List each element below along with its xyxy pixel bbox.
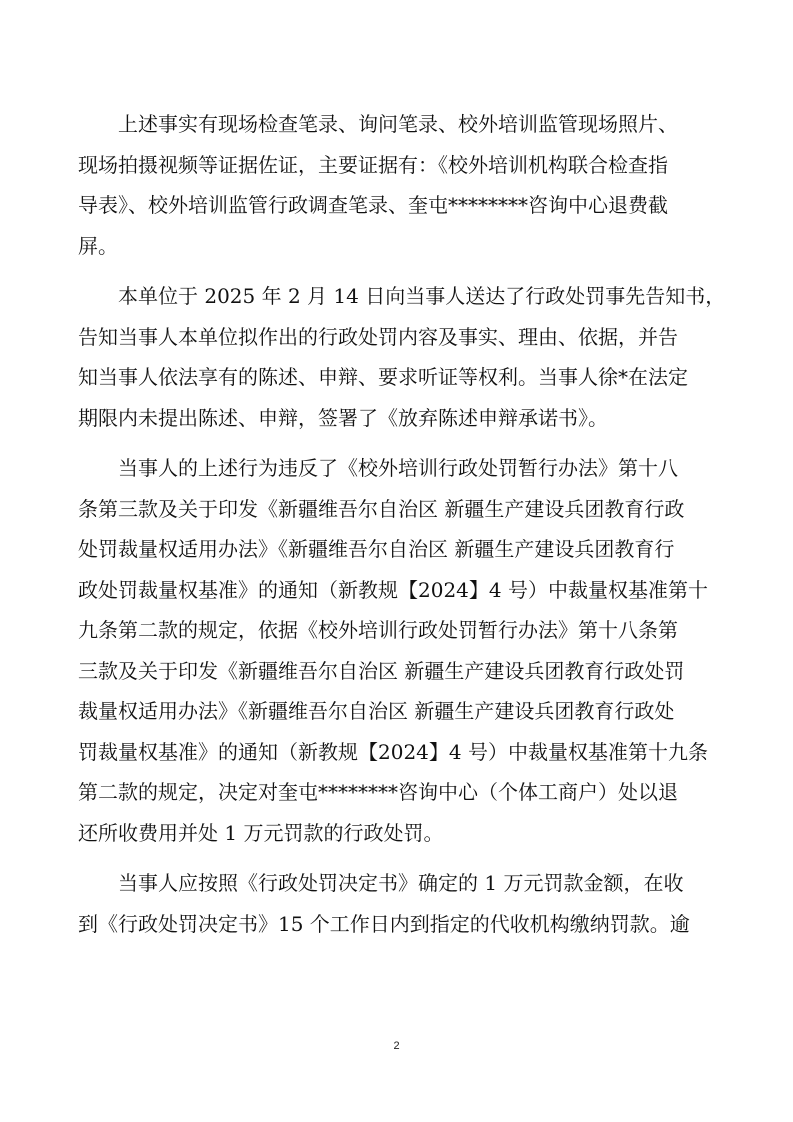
text-line: 期限内未提出陈述、申辩，签署了《放弃陈述申辩承诺书》。 (78, 405, 608, 430)
text-line: 当事人的上述行为违反了《校外培训行政处罚暂行办法》第十八 (118, 456, 678, 480)
text-line: 本单位于 2025 年 2 月 14 日向当事人送达了行政处罚事先告知书， (118, 284, 726, 308)
text-line: 九条第二款的规定，依据《校外培训行政处罚暂行办法》第十八条第 (78, 618, 678, 642)
text-line: 导表》、校外培训监管行政调查笔录、奎屯********咨询中心退费截 (78, 193, 668, 217)
text-line: 现场拍摄视频等证据佐证，主要证据有：《校外培训机构联合检查指 (78, 152, 668, 177)
text-line: 处罚裁量权适用办法》《新疆维吾尔自治区 新疆生产建设兵团教育行 (78, 537, 675, 561)
text-line: 到《行政处罚决定书》15 个工作日内到指定的代收机构缴纳罚款。逾 (78, 911, 690, 936)
text-line: 告知当事人本单位拟作出的行政处罚内容及事实、理由、依据，并告 (78, 324, 678, 349)
text-line: 当事人应按照《行政处罚决定书》确定的 1 万元罚款金额，在收 (118, 871, 684, 895)
paragraph-payment (78, 863, 718, 944)
text-line: 裁量权适用办法》《新疆维吾尔自治区 新疆生产建设兵团教育行政处 (78, 699, 675, 723)
text-line: 条第三款及关于印发《新疆维吾尔自治区 新疆生产建设兵团教育行政 (78, 496, 685, 521)
text-line: 三款及关于印发《新疆维吾尔自治区 新疆生产建设兵团教育行政处罚 (78, 658, 685, 683)
text-line: 罚裁量权基准》的通知（新教规【2024】4 号）中裁量权基准第十九条 (78, 739, 708, 764)
page-number: 2 (393, 1040, 400, 1052)
text-line: 政处罚裁量权基准》的通知（新教规【2024】4 号）中裁量权基准第十 (78, 577, 708, 602)
text-line: 第二款的规定，决定对奎屯********咨询中心（个体工商户）处以退 (78, 780, 678, 804)
paragraph-violation-decision (78, 448, 718, 853)
document-body (78, 104, 726, 954)
text-line: 上述事实有现场检查笔录、询问笔录、校外培训监管现场照片、 (118, 112, 678, 136)
paragraph-notification (78, 276, 726, 438)
text-line: 还所收费用并处 1 万元罚款的行政处罚。 (78, 820, 444, 845)
text-line: 屏。 (78, 233, 118, 258)
paragraph-evidence (78, 104, 718, 266)
text-line: 知当事人依法享有的陈述、申辩、要求听证等权利。当事人徐*在法定 (78, 365, 688, 389)
